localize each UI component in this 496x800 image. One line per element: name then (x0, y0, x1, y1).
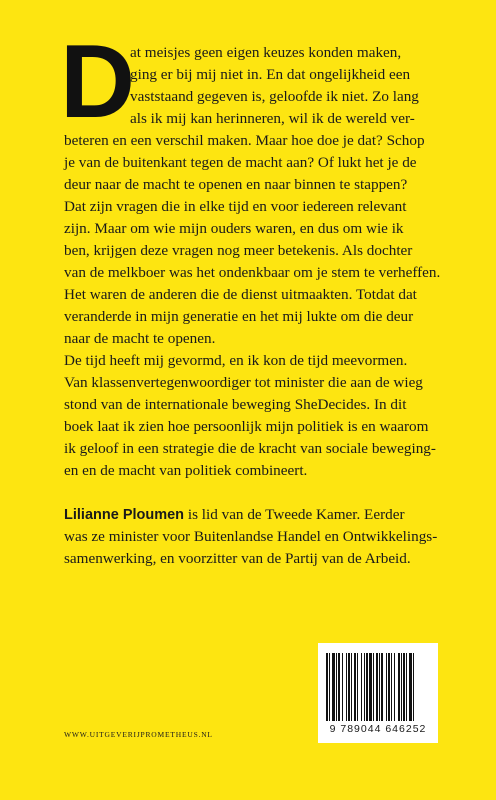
barcode-bar (338, 653, 340, 721)
barcode (318, 643, 438, 743)
body-line: en en de macht van politiek combineert. (64, 462, 308, 479)
body-line: Het waren de anderen die de dienst uitmaakten. Totdat dat (64, 286, 417, 303)
body-line: Dat zijn vragen die in elke tijd en voor iedereen relevant (64, 198, 407, 215)
barcode-bar (361, 653, 362, 721)
barcode-bars (326, 653, 430, 721)
barcode-bar (366, 653, 368, 721)
barcode-bar (394, 653, 395, 721)
barcode-bar (364, 653, 365, 721)
barcode-bar (354, 653, 356, 721)
body-line: van de melkboer was het ondenkbaar om je stem te verheffen. (64, 264, 441, 281)
barcode-bar (357, 653, 358, 721)
barcode-bar (336, 653, 337, 721)
body-line: Van klassenvertegenwoordiger tot minister die aan de wieg (64, 374, 423, 391)
barcode-bar (369, 653, 372, 721)
barcode-bar (388, 653, 390, 721)
barcode-bar (403, 653, 405, 721)
publisher-url: WWW.UITGEVERIJPROMETHEUS.NL (64, 730, 213, 739)
barcode-bar (413, 653, 414, 721)
bio-line: was ze minister voor Buitenlandse Handel en Ontwikkelings- (64, 528, 438, 545)
barcode-bar (409, 653, 412, 721)
bio-line: samenwerking, en voorzitter van de Partij van de Arbeid. (64, 550, 411, 567)
body-line: je van de buitenkant tegen de macht aan? Of lukt het je de (64, 154, 417, 171)
body-line: De tijd heeft mij gevormd, en ik kon de tijd meevormen. (64, 352, 408, 369)
drop-cap-letter: D (60, 24, 134, 140)
barcode-bar (391, 653, 392, 721)
barcode-bar (332, 653, 335, 721)
bio-line-rest: is lid van de Tweede Kamer. Eerder (184, 506, 405, 523)
barcode-bar (376, 653, 378, 721)
body-line: ging er bij mij niet in. En dat ongelijkheid een (130, 66, 411, 83)
barcode-bar (373, 653, 374, 721)
bio-line (64, 504, 405, 526)
barcode-bar (386, 653, 387, 721)
author-name: Lilianne Ploumen (64, 507, 185, 523)
barcode-bar (342, 653, 343, 721)
barcode-bar (329, 653, 330, 721)
body-line: beteren en een verschil maken. Maar hoe doe je dat? Schop (64, 132, 425, 149)
barcode-bar (351, 653, 352, 721)
body-line: veranderde in mijn generatie en het mij lukte om die deur (64, 308, 414, 325)
barcode-bar (401, 653, 402, 721)
body-line: ik geloof in een strategie die de kracht van sociale beweging- (64, 440, 436, 457)
barcode-bar (406, 653, 407, 721)
body-line: zijn. Maar om wie mijn ouders waren, en dus om wie ik (64, 220, 404, 237)
barcode-bar (381, 653, 383, 721)
body-line: deur naar de macht te openen en naar binnen te stappen? (64, 176, 408, 193)
body-line: vaststaand gegeven is, geloofde ik niet. Zo lang (130, 88, 419, 105)
barcode-bar (348, 653, 350, 721)
body-line: naar de macht te openen. (64, 330, 216, 347)
body-line: boek laat ik zien hoe persoonlijk mijn politiek is en waarom (64, 418, 429, 435)
barcode-bar (346, 653, 347, 721)
barcode-bar (379, 653, 380, 721)
body-line: stond van de internationale beweging SheDecides. In dit (64, 396, 407, 413)
body-line: als ik mij kan herinneren, wil ik de wereld ver- (130, 110, 415, 127)
barcode-bar (398, 653, 400, 721)
body-line: ben, krijgen deze vragen nog meer betekenis. Als dochter (64, 242, 413, 259)
barcode-bar (326, 653, 328, 721)
body-line: at meisjes geen eigen keuzes konden maken, (130, 44, 402, 61)
isbn-number: 9 789044 646252 (329, 723, 427, 735)
